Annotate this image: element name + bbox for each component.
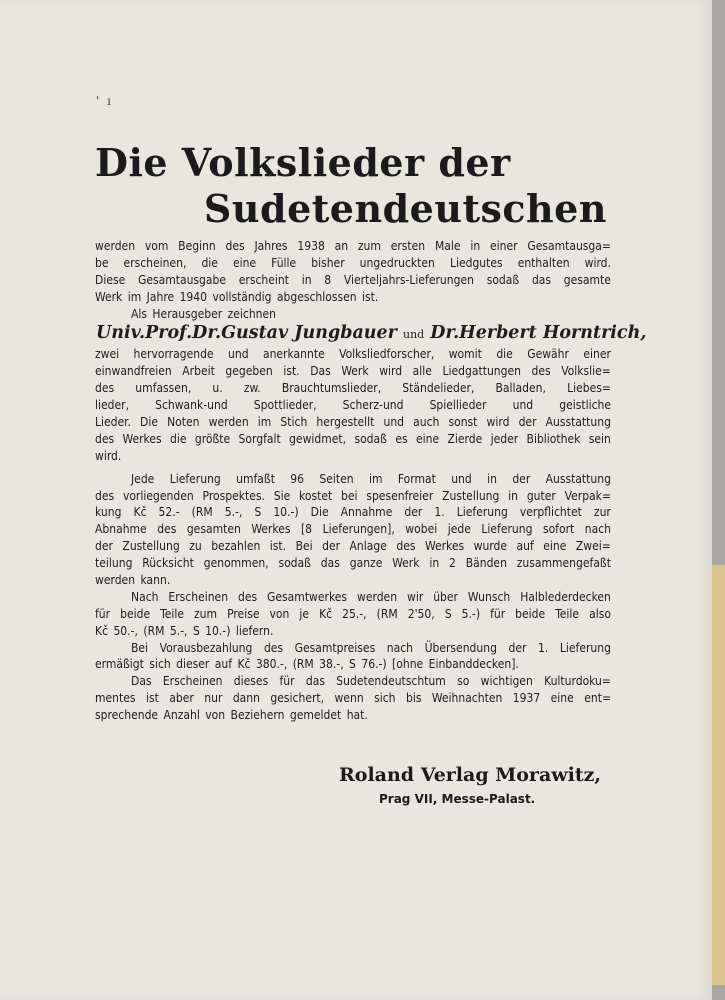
word: des [225,239,245,253]
word: des [95,431,115,446]
word: teilung [95,556,133,571]
text-line [95,346,611,363]
word: 2'50, [407,606,435,621]
word: wird [486,415,510,430]
word: kung [95,505,122,520]
word: der [322,539,341,554]
text-line [95,521,611,538]
word: des [263,640,284,655]
word: eine [543,539,567,554]
word: nur [204,691,223,706]
word: Male [434,239,461,253]
word: Volksliedforscher, [339,347,435,362]
word: Die [140,415,158,430]
text-line: Als Herausgeber zeichnen [131,306,277,321]
word: größte [194,431,231,446]
stray-mark: ' ı [96,94,113,108]
text-line [95,272,611,289]
word: Sudetendeutschtum [336,674,446,689]
word: Format [397,471,436,486]
word: Sorgfalt [238,431,281,446]
word: ent= [584,691,611,706]
word: guter [526,488,556,503]
word: des [157,522,177,537]
word: zusammengefaßt [516,556,611,571]
word: Bänden [465,556,507,571]
text-line [95,363,611,380]
word: Arbeit [182,364,215,379]
word: in [508,488,519,503]
word: des [531,364,551,379]
text-line: Werk im Jahre 1940 vollständig abgeschlossen ist. [95,289,379,304]
text-line [95,606,611,623]
publisher-address: Prag VII, Messe-Palast. [379,792,536,806]
word: zu [189,539,202,554]
word: erscheint [238,272,289,287]
word: 52.- [158,505,180,520]
word: 5.-) [461,606,481,621]
word: Teile [555,606,580,621]
word: Lieferung [456,505,508,520]
text-line [95,673,611,690]
word: im [368,471,383,486]
word: 1938 [297,239,325,253]
word: dieses [233,674,269,689]
word: das [320,556,340,571]
text-line [95,504,611,521]
word: Preise [227,606,260,621]
word: hervorragende [133,347,214,362]
word: Teile [160,606,184,621]
word: für [279,674,295,689]
word: also [589,606,611,621]
word: Vierteljahrs-Lieferungen [343,272,474,287]
word: je [299,606,310,621]
word: Das [310,364,331,379]
body-text [95,238,647,724]
word: [8 [300,522,313,537]
word: S [254,505,262,520]
word: 25.-, [342,606,367,621]
word: Werkes [122,431,162,446]
text-line [95,488,611,505]
word: Liebes= [567,381,611,396]
text-line: wird. [95,448,122,463]
word: Ausstattung [545,415,611,430]
word: anerkannte [262,347,325,362]
word: mentes [95,691,136,706]
word: wird [379,364,403,379]
word: nach [386,640,414,655]
editors-conjunction: und [402,328,425,342]
word: ist. [269,539,287,554]
word: Übersendung [424,640,497,655]
word: Bibliothek [526,431,581,446]
word: Gesamtausga= [527,239,611,253]
word: sodaß [278,556,311,571]
word: sodaß [486,272,520,287]
text-line: Kč 50.-, (RM 5.-, S 10.-) liefern. [95,623,274,638]
word: gewidmet, [289,431,347,446]
word: wobei [405,522,438,537]
word: Werk [392,556,420,571]
word: Brauchtumslieder, [281,381,382,396]
word: alle [412,364,432,379]
word: Die [310,505,329,520]
word: geistliche [559,398,611,413]
word: bis [405,691,422,706]
word: Lieder. [95,415,131,430]
word: einer [489,239,518,253]
word: Gesamtausgabe [137,272,227,287]
text-line [95,538,611,555]
word: eine [550,691,574,706]
word: Vorausbezahlung [159,640,253,655]
word: lieder, [95,398,130,413]
word: Kulturdoku= [544,674,611,689]
word: (RM [191,505,213,520]
text-line: sprechende Anzahl von Beziehern gemeldet hat. [95,708,368,723]
word: auf [516,539,534,554]
word: sonst [448,415,478,430]
paper-tab [712,565,725,985]
word: einer [583,347,611,362]
word: zum [194,606,218,621]
word: wichtigen [480,674,533,689]
word: Gesamtwerkes [267,589,348,604]
word: vorliegenden [122,488,194,503]
word: sein [588,431,611,446]
word: 2 [449,556,456,571]
word: 96 [290,471,305,486]
word: verpflichtet [519,505,582,520]
word: werden [357,589,398,604]
word: in [487,471,497,486]
word: sodaß [354,431,387,446]
word: Liedgutes [449,255,503,270]
word: Lieferung [169,471,221,486]
word: S [444,606,452,621]
word: Anlage [349,539,387,554]
word: des [95,381,115,396]
text-line [95,640,611,657]
word: und [451,471,472,486]
word: zur [593,505,611,520]
word: Balladen, [495,381,546,396]
editor-1: Univ.Prof.Dr.Gustav Jungbauer [96,323,397,344]
word: spesenfreier [366,488,434,503]
word: gesamte [563,272,611,287]
word: in [301,272,312,287]
text-line [95,255,611,272]
word: umfassen, [135,381,192,396]
word: Liedgattungen [442,364,521,379]
word: wurde [473,539,508,554]
word: einwandfreien [95,364,172,379]
word: Stich [280,415,308,430]
word: auch [413,415,440,430]
word: Zustellung [122,539,180,554]
text-line [95,690,611,707]
word: im [257,415,272,430]
word: kostet [299,488,333,503]
word: sofort [542,522,575,537]
text-line [95,414,611,431]
word: Zierde [447,431,483,446]
word: Scherz-und [342,398,404,413]
word: ist. [283,364,300,379]
word: gesichert, [270,691,325,706]
word: der [512,471,531,486]
text-line: ermäßigt sich dieser auf Kč 380.-, (RM 38.-, S 76.-) [ohne Einbanddecken]. [95,657,519,672]
word: Das [131,674,152,689]
word: das [531,272,552,287]
word: die [201,255,218,270]
word: an [334,239,349,253]
text-line [95,431,611,448]
word: der [95,539,113,554]
word: Bei [295,539,313,554]
word: u. [212,381,223,396]
word: aber [169,691,194,706]
text-line: werden kann. [95,573,171,588]
publisher-name: Roland Verlag Morawitz, [339,764,602,786]
word: werden [208,415,249,430]
word: Rücksicht [142,556,194,571]
word: der [518,415,537,430]
word: es [395,431,408,446]
word: Noten [167,415,200,430]
text-line [95,589,611,606]
word: eine [232,255,257,270]
word: 1937 [512,691,541,706]
word: Werkes [424,539,465,554]
word: in [470,239,481,253]
text-line [95,380,611,397]
word: jede [447,522,471,537]
word: wird. [584,255,611,270]
word: Verpak= [564,488,611,503]
word: Jede [131,471,155,486]
word: wir [406,589,424,604]
word: des [396,539,416,554]
word: genommen, [203,556,269,571]
word: Sie [273,488,291,503]
word: Seiten [319,471,354,486]
word: Diese [95,272,126,287]
word: nach [584,522,611,537]
word: über [433,589,458,604]
word: Annahme [340,505,393,520]
word: Halblederdecken [520,589,611,604]
text-line [95,555,611,572]
word: jeder [490,431,519,446]
word: ungedruckten [359,255,435,270]
word: in [429,556,440,571]
word: Nach [131,589,159,604]
word: ersten [390,239,426,253]
word: für [95,606,111,621]
word: Schwank-und [155,398,228,413]
word: des [95,488,115,503]
word: Lieferung [559,640,611,655]
word: 8 [324,272,332,287]
word: dann [232,691,260,706]
title-line-1: Die Volkslieder der [95,140,511,185]
word: wenn [334,691,364,706]
word: womit [448,347,482,362]
word: und [512,398,534,413]
word: Beginn [178,239,216,253]
word: gesamten [186,522,241,537]
word: 5.-, [224,505,243,520]
word: so [457,674,470,689]
word: Wunsch [467,589,511,604]
word: für [490,606,506,621]
word: und [228,347,249,362]
editor-2: Dr.Herbert Horntrich, [430,323,647,344]
word: (RM [376,606,398,621]
word: Volkslie= [561,364,611,379]
text-line [95,238,611,255]
word: Werkes [251,522,291,537]
word: vom [144,239,169,253]
word: Bei [131,640,149,655]
word: enthalten [517,255,570,270]
word: zum [357,239,381,253]
word: bei [341,488,358,503]
word: Abnahme [95,522,147,537]
editors-names [96,322,647,346]
word: Zustellung [442,488,500,503]
word: Ausstattung [545,471,611,486]
word: Weihnachten [431,691,503,706]
word: zwei [95,347,120,362]
word: erscheinen, [123,255,187,270]
word: Jahres [254,239,288,253]
word: Kč [133,505,147,520]
word: Lieferungen], [322,522,395,537]
word: hergestellt [316,415,375,430]
word: Erscheinen [162,674,223,689]
word: ganze [349,556,383,571]
word: die [170,431,187,446]
word: Zwei= [575,539,611,554]
word: Erscheinen [168,589,229,604]
word: umfaßt [236,471,275,486]
word: zw. [243,381,261,396]
word: des [237,589,258,604]
word: beide [515,606,546,621]
word: Werk [341,364,369,379]
word: Gewähr [527,347,569,362]
word: bezahlen [211,539,261,554]
word: Spottlieder, [253,398,317,413]
word: eine [415,431,440,446]
text-line [95,397,611,414]
word: Gesamtpreises [294,640,376,655]
word: werden [95,239,136,253]
word: 1. [538,640,549,655]
text-line [95,471,611,488]
word: bisher [311,255,345,270]
word: die [496,347,513,362]
word: sich [374,691,396,706]
word: 1. [434,505,445,520]
word: 10.-) [273,505,299,520]
title-line-2: Sudetendeutschen [203,186,607,231]
word: ist [145,691,159,706]
word: Lieferung [481,522,533,537]
word: gegeben [225,364,273,379]
word: Kč [319,606,333,621]
word: der [404,505,423,520]
word: beide [120,606,151,621]
word: und [383,415,405,430]
word: Fülle [271,255,297,270]
word: von [269,606,290,621]
word: be [95,255,109,270]
word: der [508,640,527,655]
word: Prospektes. [202,488,265,503]
word: Spiellieder [429,398,487,413]
word: Ständelieder, [402,381,475,396]
word: das [305,674,325,689]
